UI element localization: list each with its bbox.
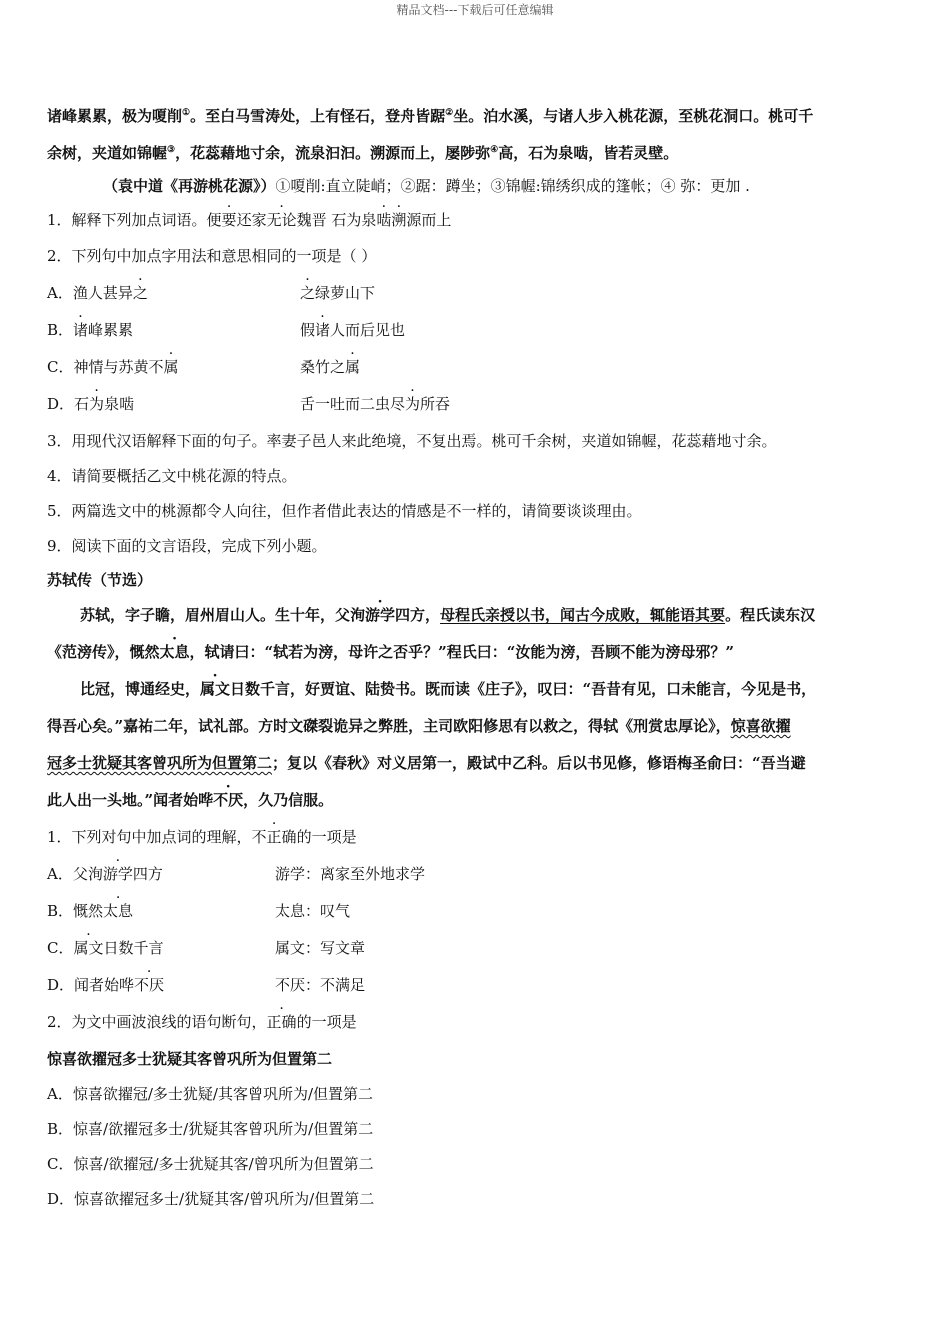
dotted-word: 啮	[376, 211, 392, 229]
footnote-mark: ③	[167, 145, 176, 155]
question-9: 9．阅读下面的文言语段，完成下列小题。	[47, 537, 327, 555]
passage-title: 苏轼传（节选）	[47, 571, 153, 589]
text: 1．下列对句中加点词的理解，	[47, 828, 252, 846]
text: 渔人甚异	[72, 284, 133, 302]
text: 还家	[236, 211, 267, 229]
dotted-word: 之	[132, 284, 148, 302]
option-label: A．	[47, 1085, 73, 1103]
text: 泉啮	[104, 395, 135, 413]
text: 的一项是	[296, 1013, 357, 1031]
dotted-word: 要	[221, 211, 237, 229]
text: 高，石为泉啮，皆若灵壁。	[498, 144, 679, 162]
option-label: D．	[47, 976, 75, 994]
option-text: 惊喜欲擢冠/多士犹疑/其客曾巩所为/但置第二	[72, 1085, 374, 1103]
text: 绿萝山下	[315, 284, 376, 302]
dotted-word: 属文	[200, 680, 231, 698]
text: 苏轼，字子瞻，眉州眉山人。生十年，父洵	[80, 606, 366, 624]
dotted-word: 游学	[102, 865, 133, 883]
s1-option-b-explain: 太息：叹气	[275, 902, 351, 920]
q2-option-c-right	[300, 357, 360, 377]
su-line-6	[47, 790, 333, 810]
wavy-underlined-sentence: 惊喜欲擢	[730, 717, 791, 735]
text: 1．解释下列加点词语。便	[47, 211, 222, 229]
option-label: D．	[47, 1190, 75, 1208]
option-label: B．	[47, 321, 74, 339]
su-line-5	[47, 753, 806, 773]
option-label: A．	[47, 865, 73, 883]
dotted-word: 太息	[103, 902, 134, 920]
option-text: 惊喜/欲擢冠多士/犹疑其客曾巩所为/但置第二	[73, 1120, 374, 1138]
s1-option-d	[47, 975, 164, 995]
text: 日数千言，好贾谊、陆贽书。既而读《庄子》，叹曰：“吾昔有见，口未能言，今见是书，	[230, 680, 817, 698]
su-line-1	[80, 605, 815, 625]
su-line-2	[47, 642, 734, 662]
passage-line-1	[47, 103, 813, 126]
option-text: 惊喜/欲擢冠/多士犹疑其客/曾巩所为但置第二	[73, 1155, 374, 1173]
s2-option-a	[47, 1084, 373, 1104]
text: 峰累累	[88, 321, 134, 339]
s2-sentence: 惊喜欲擢冠多士犹疑其客曾巩所为但置第二	[47, 1050, 333, 1068]
option-label: B．	[47, 902, 74, 920]
dotted-word: 诸	[315, 321, 331, 339]
question-2-stem: 2．下列句中加点字用法和意思相同的一项是（ ）	[47, 247, 377, 265]
dotted-word: 不厌	[213, 791, 244, 809]
text: 魏晋 石为泉	[296, 211, 377, 229]
option-label: D．	[47, 395, 75, 413]
text: 神情与苏黄不	[73, 358, 164, 376]
text: 。程氏读东汉	[725, 606, 816, 624]
text: 所吞	[420, 395, 451, 413]
dotted-word: 属文	[73, 939, 104, 957]
text: 坐。泊水溪，与诸人步入桃花源，至桃花洞口。桃可千	[453, 107, 814, 125]
footnote-mark: ④	[490, 145, 499, 155]
text: 桑竹之	[300, 358, 346, 376]
option-label: C．	[47, 939, 74, 957]
text: 余树，夹道如锦幄	[47, 144, 168, 162]
source-citation: （袁中道《再游桃花源》）	[103, 177, 276, 195]
text: 人而后见也	[330, 321, 406, 339]
dotted-word: 不厌	[134, 976, 165, 994]
footnote-mark: ①	[182, 108, 191, 118]
q2-option-c	[47, 357, 179, 377]
text: 父洵	[72, 865, 103, 883]
text: 比冠，博通经史，	[80, 680, 201, 698]
q2-option-d-right	[300, 394, 450, 414]
dotted-word: 诸	[73, 321, 89, 339]
dotted-word: 正确	[266, 1013, 297, 1031]
text: 四方，	[395, 606, 441, 624]
footnote-mark: ②	[445, 108, 454, 118]
dotted-word: 无论	[266, 211, 297, 229]
sub-question-1-stem	[47, 827, 357, 847]
q2-option-a-right	[300, 283, 375, 303]
s1-option-a-explain: 游学：离家至外地求学	[275, 865, 426, 883]
passage-line-2	[47, 140, 678, 163]
text: 假	[300, 321, 316, 339]
s1-option-a	[47, 864, 163, 884]
dotted-word: 溯	[391, 211, 407, 229]
question-5: 5．两篇选文中的桃源都令人向往，但作者借此表达的情感是不一样的，请简要谈谈理由。	[47, 502, 642, 520]
text: 。至白马雪涛处，上有怪石，登舟皆踞	[190, 107, 446, 125]
question-4: 4．请简要概括乙文中桃花源的特点。	[47, 467, 297, 485]
s1-option-c	[47, 938, 164, 958]
su-line-4	[47, 716, 791, 736]
dotted-word: 之	[300, 284, 316, 302]
text: 得吾心矣。”嘉祐二年，试礼部。方时文磔裂诡异之弊胜，主司欧阳修思有以救之，得轼《刑赏忠厚论》，	[47, 717, 731, 735]
text: 《范滂传》，慨然	[47, 643, 160, 661]
dotted-word: 游学	[365, 606, 396, 624]
q2-option-b	[47, 320, 133, 340]
text: 闻者始哗	[74, 976, 135, 994]
q2-option-a	[47, 283, 148, 303]
text: ，久乃信服。	[243, 791, 334, 809]
dotted-word: 太息	[159, 643, 190, 661]
text: 源而上	[406, 211, 452, 229]
wavy-underlined-sentence: 冠多士犹疑其客曾巩所为但置第二	[47, 754, 273, 772]
text: ，轼请曰：“轼若为滂，母许之否乎？”程氏曰：“汝能为滂，吾顾不能为滂母邪？”	[189, 643, 735, 661]
text: 的一项是	[296, 828, 357, 846]
sub-question-2-stem	[47, 1012, 357, 1032]
dotted-word: 属	[345, 358, 361, 376]
text: 日数千言	[103, 939, 164, 957]
text: 四方	[132, 865, 163, 883]
text: 2．为文中画波浪线的语句断句，	[47, 1013, 267, 1031]
passage-source	[103, 176, 750, 196]
s2-option-d	[47, 1189, 374, 1209]
option-label: C．	[47, 358, 74, 376]
text: 舌一吐而二虫尽	[300, 395, 406, 413]
su-line-3	[80, 679, 816, 699]
question-1	[47, 210, 451, 230]
page-header: 精品文档---下载后可任意编辑	[396, 3, 554, 17]
text: 此人出一头地。”闻者始哗	[47, 791, 214, 809]
footnotes: ①嗄削:直立陡峭；②踞：蹲坐；③锦幄:锦绣织成的篷帐；④ 弥：更加 .	[275, 177, 750, 195]
s1-option-d-explain: 不厌：不满足	[275, 976, 366, 994]
q2-option-d	[47, 394, 134, 414]
s2-option-c	[47, 1154, 374, 1174]
s1-option-c-explain: 属文：写文章	[275, 939, 366, 957]
option-label: A．	[47, 284, 73, 302]
q2-option-b-right	[300, 320, 405, 340]
text: 诸峰累累，极为嗄削	[47, 107, 183, 125]
option-label: B．	[47, 1120, 74, 1138]
text: 石	[74, 395, 90, 413]
dotted-word: 属	[163, 358, 179, 376]
text: 慨然	[73, 902, 104, 920]
s2-option-b	[47, 1119, 373, 1139]
question-3: 3．用现代汉语解释下面的句子。率妻子邑人来此绝境，不复出焉。桃可千余树，夹道如锦幄，花蕊藉地寸余。	[47, 432, 777, 450]
option-text: 惊喜欲擢冠多士/犹疑其客/曾巩所为/但置第二	[74, 1190, 375, 1208]
text: ，花蕊藉地寸余，流泉汩汩。溯源而上，屡陟弥	[175, 144, 491, 162]
dotted-word: 为	[405, 395, 421, 413]
dotted-word: 不正确	[251, 828, 297, 846]
option-label: C．	[47, 1155, 74, 1173]
dotted-word: 为	[89, 395, 105, 413]
s1-option-b	[47, 901, 133, 921]
underlined-sentence: 母程氏亲授以书，闻古今成败，辄能语其要	[440, 606, 726, 624]
text: ；复以《春秋》对义居第一，殿试中乙科。后以书见修，修语梅圣俞曰：“吾当避	[272, 754, 806, 772]
